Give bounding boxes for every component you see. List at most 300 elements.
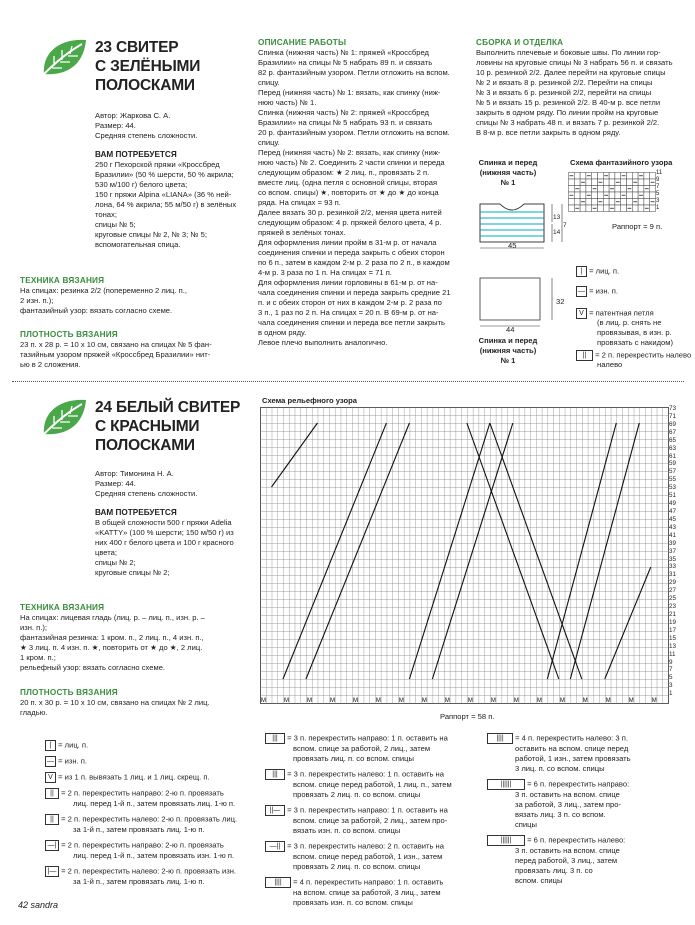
row-number: 63 [669, 444, 677, 452]
text-line: нюю часть) № 2. Соединить 2 части спинки и переда [258, 158, 445, 167]
chart-cell [632, 205, 638, 212]
row-number: 57 [669, 468, 677, 476]
text-line: тазийным узором пряжей «Кроссбред Бразилии» нит- [20, 350, 211, 359]
text-line: Для оформления линии пройм в 31-м р. от начала [258, 238, 437, 247]
text-line: следующим образом: ★ 2 лиц. п., провязать 2 п. [258, 168, 430, 177]
legend-text: = 3 п. перекрестить налево: 2 п. оставить на [285, 841, 444, 851]
chart-cell [644, 173, 650, 180]
legend-subtext: 3 п. оставить на вспом. спице [515, 846, 620, 855]
legend-subtext: провязать изн. п. со вспом. спицы [293, 898, 413, 907]
chart-cell [609, 192, 615, 199]
legend-item [45, 814, 260, 835]
legend-text: = 2 п. перекрестить направо: 2-ю п. провязать [59, 788, 224, 798]
legend-item-sub [597, 318, 673, 348]
title-line: С ЗЕЛЁНЫМИ [95, 58, 201, 75]
page-number: 42 sandra [18, 900, 59, 910]
page-title [95, 38, 245, 95]
fancy-pattern-chart [568, 172, 668, 216]
legend-subtext: вспом. спице за работой, 2 лиц., затем про- [293, 816, 448, 825]
section-heading: ТЕХНИКА ВЯЗАНИЯ [20, 276, 105, 285]
stitch-mark: M [651, 698, 657, 704]
legend-text: = 6 п. перекрестить направо: [525, 779, 630, 789]
legend-subtext: провязать лиц. п. со вспом. спицы [293, 754, 414, 763]
stitch-symbol: |— [45, 866, 59, 877]
legend-subtext: вспом. спицы [515, 876, 563, 885]
row-number: 59 [669, 460, 677, 468]
chart-cell [644, 199, 650, 206]
legend-subtext: 3 лиц. п. со вспом. спицы [515, 764, 605, 773]
stitch-mark: M [467, 698, 473, 704]
legend-subtext: перед работой, 3 лиц., затем [515, 856, 618, 865]
title-line: 24 БЕЛЫЙ СВИТЕР [95, 399, 241, 416]
stitch-mark: M [536, 698, 542, 704]
chart-cell [586, 179, 592, 186]
row-number: 37 [669, 547, 677, 555]
chart-cell [609, 199, 615, 206]
chart-cell [580, 205, 586, 212]
chart-cell [650, 173, 656, 180]
legend-subtext: лиц. перед 1-й п., затем провязать изн. 1-ю п. [73, 851, 235, 860]
stitch-symbol: || [45, 788, 59, 799]
chart-cell [598, 192, 604, 199]
legend-item [45, 788, 260, 809]
legend-text: = из 1 п. вывязать 1 лиц. и 1 лиц. скрещ. п. [56, 772, 210, 782]
chart-frame [261, 408, 669, 704]
row-number: 7 [669, 666, 673, 674]
row-number: 3 [669, 682, 673, 690]
leaf-icon [40, 36, 88, 78]
chart-cell [621, 179, 627, 186]
stitch-mark: M [559, 698, 565, 704]
text-line: вместе лиц. (одна петля с основной спицы, вторая [258, 178, 438, 187]
legend-item [576, 286, 618, 297]
dim-w1: 45 [508, 241, 517, 250]
section-heading: СБОРКА И ОТДЕЛКА [476, 38, 564, 47]
text-line: Бразилии» (50 % шерсти, 50 % акрила; [95, 170, 234, 179]
text-line: п. и с обеих сторон от них в каждом 2-м р. 2 раза по [258, 298, 442, 307]
legend-subtext: за 1-й п., затем провязать лиц. 1-ю п. [73, 825, 205, 834]
text-line: ряда. На спицах = 93 п. [258, 198, 341, 207]
legend-item [265, 805, 490, 836]
legend-subtext: вязать изн. п. со вспом. спицы [293, 826, 401, 835]
difficulty: Средняя степень сложности. [95, 489, 198, 498]
stitch-symbol: ||| [265, 769, 285, 780]
stitch-mark: M [444, 698, 450, 704]
row-number: 9 [669, 658, 673, 666]
text-line: 4-м р. 3 раза по 1 п. На спицах = 71 п. [258, 268, 392, 277]
chart-cell [615, 186, 621, 193]
section-heading: ТЕХНИКА ВЯЗАНИЯ [20, 603, 105, 612]
chart-cell [569, 205, 575, 212]
row-number: 69 [669, 420, 677, 428]
text-line: спицы № 5; [95, 220, 136, 229]
legend-subtext: лиц. перед 1-й п., затем провязать лиц. 1-ю п. [73, 799, 236, 808]
legend-item [576, 266, 619, 277]
chart-cell [615, 173, 621, 180]
stitch-mark: M [283, 698, 289, 704]
assembly-block [476, 38, 686, 138]
chart-cell [650, 186, 656, 193]
legend-subtext: вспом. спице за работой, 2 лиц., затем [293, 744, 431, 753]
cross-left-symbol: || [576, 350, 593, 361]
text-line: фантазийная резинка: 1 кром. п., 2 лиц. п., 4 изн. п., [20, 633, 204, 642]
row-number: 67 [669, 428, 677, 436]
chart-cell [569, 186, 575, 193]
text-line: 150 г пряжи Alpina «LIANA» (36 % ней- [95, 190, 232, 199]
text-line: нюю часть) № 1. [258, 98, 317, 107]
knit-symbol: | [576, 266, 587, 277]
chart-cell [586, 199, 592, 206]
text-line: чала соединения спинки и переда закрыть средние 21 [258, 288, 451, 297]
text-line: 3 п., 1 раз по 2 п. На спицах = 20 п. В 69-м р. от на- [258, 308, 439, 317]
stitch-mark: M [375, 698, 381, 704]
chart-cell [632, 192, 638, 199]
purl-symbol: — [578, 288, 585, 295]
legend-item [45, 756, 260, 767]
text-line: 2 изн. п.); [20, 296, 54, 305]
text-line: 20 р. фантазийным узором. Петли отложить на вспом. [258, 128, 450, 137]
page-footer [18, 900, 58, 910]
stitch-mark: M [513, 698, 519, 704]
chart-cell [609, 179, 615, 186]
chart-cell [598, 205, 604, 212]
chart-cell [603, 205, 609, 212]
chart-cell [580, 173, 586, 180]
legend-text: = лиц. п. [589, 266, 620, 276]
density-block [20, 688, 252, 718]
stitch-mark: M [490, 698, 496, 704]
stitch-symbol: ||| [265, 733, 285, 744]
text-line: № 3 и вязать 6 р. резинкой 2/2, перейти на спицы [476, 88, 652, 97]
row-number: 33 [669, 563, 677, 571]
stitch-symbol: | [45, 740, 56, 751]
row-number: 31 [669, 571, 677, 579]
chart-cell [569, 199, 575, 206]
text-line: № 2 и вязать 8 р. резинкой 2/2. Перейти на спицы [476, 78, 653, 87]
row-number: 11 [656, 170, 663, 176]
text-line: тонах; [95, 210, 117, 219]
text-line: спицы № 2; [95, 558, 136, 567]
author: Автор: Тимонина Н. А. [95, 469, 174, 478]
legend-item [45, 840, 260, 861]
materials-list [95, 518, 255, 578]
row-number: 43 [669, 523, 677, 531]
chart-cell [580, 192, 586, 199]
text-line: 530 м/100 г) белого цвета; [95, 180, 188, 189]
stitch-mark: M [261, 698, 266, 704]
chart-cell [574, 179, 580, 186]
text-line: вспомогательная спица. [95, 240, 181, 249]
legend-item [45, 866, 260, 887]
legend-subtext: провязать 2 лиц. п. со вспом. спицы [293, 862, 421, 871]
relief-chart-title: Схема рельефного узора [262, 396, 357, 405]
materials-block [95, 150, 250, 250]
legend-text: = изн. п. [56, 756, 88, 766]
chart-cell [603, 179, 609, 186]
stitch-symbol: ||— [265, 805, 285, 816]
label-line: Спинка и перед [478, 336, 538, 345]
stitch-mark: M [329, 698, 335, 704]
legend-left [45, 740, 260, 892]
section-heading: ОПИСАНИЕ РАБОТЫ [258, 38, 347, 47]
stitch-symbol: |||| [265, 877, 291, 888]
row-number: 21 [669, 610, 677, 618]
text-line: 82 р. фантазийным узором. Петли отложить на вспом. [258, 68, 450, 77]
chart-cell [592, 173, 598, 180]
chart-cell [574, 192, 580, 199]
text-line: Спинка (нижняя часть) № 2: пряжей «Кроссбред [258, 108, 429, 117]
chart-cell [644, 192, 650, 199]
chart-cell [644, 179, 650, 186]
text-line: ловины на круговые спицы № 3 набрать 56 п. и связать [476, 58, 673, 67]
text-line: Спинка (нижняя часть) № 1: пряжей «Кроссбред [258, 48, 429, 57]
section-heading: ВАМ ПОТРЕБУЕТСЯ [95, 508, 177, 517]
label-line: № 1 [500, 178, 516, 187]
relief-pattern-chart [260, 407, 670, 707]
stitch-symbol: —|| [265, 841, 285, 852]
row-number: 11 [669, 650, 676, 658]
row-number: 73 [669, 405, 677, 412]
chart-cell [627, 179, 633, 186]
row-number: 25 [669, 595, 677, 603]
stitch-symbol: |||||| [487, 779, 525, 790]
stitch-symbol: |||| [487, 733, 513, 744]
row-number: 19 [669, 618, 677, 626]
text-line: ью в 2 сложения. [20, 360, 81, 369]
chart-cell [627, 199, 633, 206]
fancy-row-numbers [656, 170, 662, 212]
row-number: 27 [669, 587, 677, 595]
density-block [20, 330, 250, 370]
stitch-symbol: — [47, 758, 54, 765]
size: Размер: 44. [95, 479, 136, 488]
legend-text: = 2 п. перекрестить налево [595, 350, 692, 360]
materials-list [95, 160, 250, 250]
stitch-symbol: —| [45, 840, 59, 851]
technique-text [20, 613, 252, 673]
stitch-symbol: |||||| [487, 835, 525, 846]
stitch-symbol: V [45, 772, 56, 783]
legend-text: = 4 п. перекрестить налево: 3 п. [513, 733, 628, 743]
fancy-chart-title: Схема фантазийного узора [570, 158, 673, 167]
legend-item-sub [597, 360, 622, 370]
stitch-mark: M [605, 698, 611, 704]
legend-item [45, 772, 260, 783]
chart-cell [621, 199, 627, 206]
text-line: 20 п. х 30 р. = 10 х 10 см, связано на спицах № 2 лиц. [20, 698, 210, 707]
label-line: № 1 [500, 356, 516, 365]
density-text [20, 698, 252, 718]
chart-cell [632, 173, 638, 180]
chart-cell [650, 192, 656, 199]
row-number: 61 [669, 452, 677, 460]
meta-block [95, 469, 245, 499]
stitch-mark: M [306, 698, 312, 704]
text-line: гладью. [20, 708, 48, 717]
chart-cell [592, 192, 598, 199]
text-line: изн. п.); [20, 623, 47, 632]
legend-text: = патентная петля [589, 308, 654, 318]
legend-text: = лиц. п. [56, 740, 89, 750]
row-number: 3 [656, 198, 660, 204]
legend-subtext: спицы [515, 820, 537, 829]
text-line: закрыть в одном ряду. По линии пройм на круговые [476, 108, 659, 117]
legend-text: провязать с накидом) [597, 338, 673, 347]
legend-text: = 2 п. перекрестить налево: 2-ю п. провязать лиц. [59, 814, 238, 824]
stitch-mark: M [628, 698, 634, 704]
dim-h1: 13 [553, 214, 561, 221]
chart-cell [603, 199, 609, 206]
row-number: 71 [669, 412, 677, 420]
stitch-mark: M [398, 698, 404, 704]
text-line: пряжей в зелёных тонах. [258, 228, 346, 237]
text-line: В общей сложности 500 г пряжи Adelia [95, 518, 232, 527]
text-line: ★ 3 лиц. п. 4 изн. п. ★, повторить от ★ до ★, 2 лиц. [20, 643, 203, 652]
chart-cell [574, 173, 580, 180]
legend-item [265, 769, 490, 800]
difficulty: Средняя степень сложности. [95, 131, 198, 140]
text-line: лона, 64 % акрила; 55 м/50 г) в зелёных [95, 200, 237, 209]
dim-h2: 14 [553, 229, 561, 236]
legend-text: = 2 п. перекрестить налево: 2-ю п. провязать изн. [59, 866, 237, 876]
fancy-repeat: Раппорт = 9 п. [612, 222, 663, 231]
text-line: На спицах: лицевая гладь (лиц. р. – лиц. п., изн. р. – [20, 613, 205, 622]
chart-cell [580, 186, 586, 193]
title-line: ПОЛОСКАМИ [95, 437, 195, 454]
legend-subtext: работой, 1 изн., затем провязать [515, 754, 631, 763]
legend-text: = 3 п. перекрестить направо: 1 п. оставить на [285, 805, 448, 815]
text-line: чала соединения спинки и переда все петли закрыть [258, 318, 445, 327]
legend-subtext: вязать лиц. 3 п. со вспом. [515, 810, 606, 819]
leaf-icon [40, 396, 88, 438]
row-number: 53 [669, 484, 677, 492]
dim-h4: 32 [556, 297, 565, 306]
text-line: следующим образом: 4 р. пряжей белого цвета, 4 р. [258, 218, 442, 227]
row-number: 51 [669, 492, 677, 500]
legend-subtext: вспом. спице перед работой, 1 лиц. п., затем [293, 780, 452, 789]
stitch-mark: M [582, 698, 588, 704]
chart-cell [598, 186, 604, 193]
chart-cell [592, 199, 598, 206]
relief-repeat: Раппорт = 58 п. [440, 712, 495, 721]
row-number: 1 [669, 690, 673, 698]
text-line: Бразилии» на спицы № 5 набрать 89 п. и связать [258, 58, 433, 67]
chart-cell [615, 205, 621, 212]
row-number: 13 [669, 642, 677, 650]
legend-right [487, 733, 677, 891]
text-line: в одном ряду. [258, 328, 307, 337]
label-line: (нижняя часть) [479, 346, 537, 355]
text-line: по 6 п., затем в каждом 2-м р. 2 раза по 2 п., в каждом [258, 258, 450, 267]
row-number: 5 [656, 191, 660, 197]
chart-cell [586, 205, 592, 212]
text-line: Бразилии» на спицы № 5 набрать 93 п. и связать [258, 118, 433, 127]
text-line: них 400 г белого цвета и 100 г красного [95, 538, 234, 547]
text-line: 23 п. х 28 р. = 10 х 10 см, связано на спицах № 5 фан- [20, 340, 212, 349]
legend-item [265, 877, 490, 908]
text-line: На спицах: резинка 2/2 (попеременно 2 лиц. п., [20, 286, 187, 295]
legend-item [45, 740, 260, 751]
text-line: Перед (нижняя часть) № 2: вязать, как спинку (ниж- [258, 148, 441, 157]
row-number: 9 [656, 177, 660, 183]
author: Автор: Жаркова С. А. [95, 111, 171, 120]
assembly-text [476, 48, 686, 138]
page-title [95, 398, 255, 455]
stitch-mark: M [421, 698, 427, 704]
chart-cell [569, 179, 575, 186]
text-line: круговые спицы № 2, № 3; № 5; [95, 230, 207, 239]
row-number: 23 [669, 603, 677, 611]
text-line: со вспом. спицы) ★, повторить от ★ до ★ до конца [258, 188, 439, 197]
chart-cell [609, 173, 615, 180]
legend-item [487, 779, 677, 830]
text-line: рельефный узор: вязать согласно схеме. [20, 663, 166, 672]
chart-cell [638, 179, 644, 186]
legend-subtext: на вспом. спице за работой, 3 лиц., затем [293, 888, 441, 897]
work-text [258, 48, 466, 348]
label-line: (нижняя часть) [479, 168, 537, 177]
chart-cell [621, 186, 627, 193]
chart-cell [632, 186, 638, 193]
row-number: 41 [669, 531, 677, 539]
technique-text [20, 286, 250, 316]
text-line: В 8-м р. все петли закрыть в одном ряду. [476, 128, 621, 137]
row-number: 1 [656, 205, 660, 211]
chart-cell [650, 205, 656, 212]
dim-h3: 7 [563, 222, 567, 229]
legend-text: (в лиц. р. снять не [597, 318, 662, 327]
legend-subtext: провязать лиц. 3 п. со [515, 866, 593, 875]
chart-cell [574, 199, 580, 206]
legend-text: = 3 п. перекрестить налево: 1 п. оставить на [285, 769, 444, 779]
chart-cell [621, 205, 627, 212]
work-block [258, 38, 466, 348]
section-heading: ПЛОТНОСТЬ ВЯЗАНИЯ [20, 330, 118, 339]
legend-text: = изн. п. [589, 286, 619, 296]
legend-item [265, 733, 490, 764]
row-number: 29 [669, 579, 677, 587]
schema-label [478, 158, 538, 188]
legend-text: налево [597, 360, 623, 369]
row-number: 35 [669, 555, 677, 563]
row-number: 55 [669, 476, 677, 484]
meta-block [95, 111, 245, 141]
legend-item [576, 350, 691, 361]
text-line: «KATTY» (100 % шерсти; 150 м/50 г) из [95, 528, 234, 537]
legend-text: = 3 п. перекрестить направо: 1 п. оставить на [285, 733, 448, 743]
legend-subtext: за работой, 3 лиц., затем про- [515, 800, 622, 809]
text-line: Перед (нижняя часть) № 1: вязать, как спинку (ниж- [258, 88, 441, 97]
title-line: ПОЛОСКАМИ [95, 77, 195, 94]
row-number: 47 [669, 507, 677, 515]
legend-subtext: провязать 2 лиц. п. со вспом. спицы [293, 790, 421, 799]
legend-item [487, 835, 677, 886]
legend-text: провязывая, в изн. р. [597, 328, 672, 337]
text-line: Далее вязать 30 р. резинкой 2/2, меняя цвета нитей [258, 208, 442, 217]
stitch-mark: M [352, 698, 358, 704]
row-number: 15 [669, 634, 677, 642]
title-line: 23 СВИТЕР [95, 39, 179, 56]
size: Размер: 44. [95, 121, 136, 130]
row-number: 45 [669, 515, 677, 523]
legend-text: = 6 п. перекрестить налево: [525, 835, 626, 845]
section-heading: ВАМ ПОТРЕБУЕТСЯ [95, 150, 177, 159]
chart-cell [592, 179, 598, 186]
chart-cell [638, 205, 644, 212]
chart-cell [627, 173, 633, 180]
stitch-symbol: || [45, 814, 59, 825]
row-number: 17 [669, 626, 677, 634]
